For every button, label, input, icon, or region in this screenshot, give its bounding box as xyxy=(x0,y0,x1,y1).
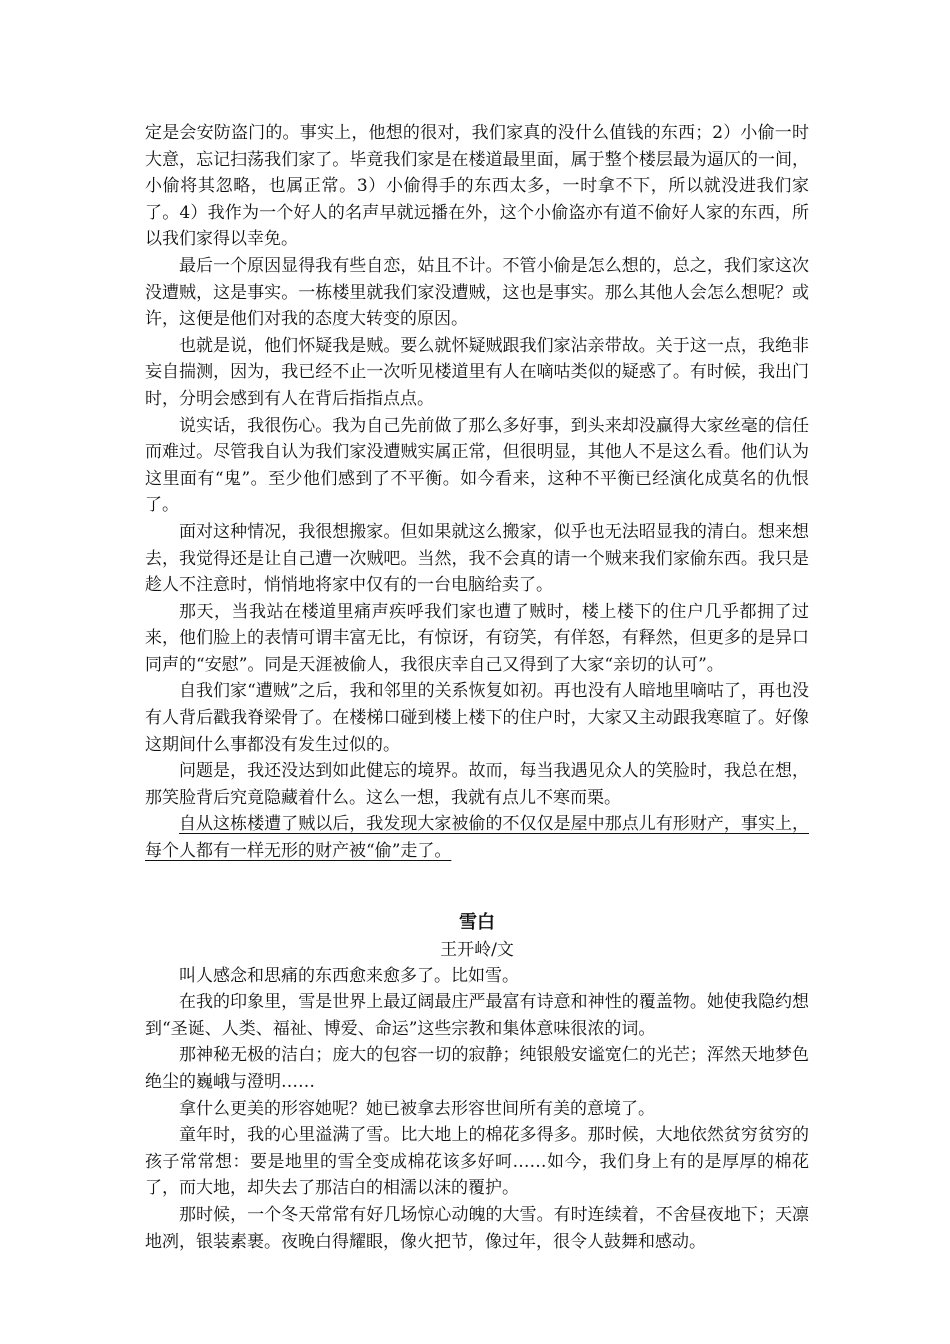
article1-paragraph: 定是会安防盗门的。事实上，他想的很对，我们家真的没什么值钱的东西；2）小偷一时大意，忘记扫荡我们家了。毕竟我们家是在楼道最里面，属于整个楼层最为逼仄的一间，小偷将其忽略，也属正常。3）小偷得手的东西太多，一时拿不下，所以就没进我们家了。4）我作为一个好人的名声早就远播在外，这个小偷盗亦有道不偷好人家的东西，所以我们家得以幸免。 xyxy=(145,123,809,250)
article2-paragraph: 那时候，一个冬天常常有好几场惊心动魄的大雪。有时连续着，不舍昼夜地下；天凛地冽，银装素裹。夜晚白得耀眼，像火把节，像过年，很令人鼓舞和感动。 xyxy=(145,1204,809,1252)
article2-paragraph: 童年时，我的心里溢满了雪。比大地上的棉花多得多。那时候，大地依然贫穷贫穷的孩子常常想：要是地里的雪全变成棉花该多好呵……如今，我们身上有的是厚厚的棉花了，而大地，却失去了那洁白的相濡以沫的覆护。 xyxy=(145,1125,809,1199)
article2-byline: 王开岭/文 xyxy=(440,939,514,960)
article1-paragraph: 最后一个原因显得我有些自恋，姑且不计。不管小偷是怎么想的，总之，我们家这次没遭贼，这是事实。一栋楼里就我们家没遭贼，这也是事实。那么其他人会怎么想呢？或许，这便是他们对我的态度大转变的原因。 xyxy=(145,255,809,330)
article2-paragraph: 拿什么更美的形容她呢？她已被拿去形容世间所有美的意境了。 xyxy=(179,1098,655,1119)
article2-paragraph: 那神秘无极的洁白；庞大的包容一切的寂静；纯银般安谧宽仁的光芒；浑然天地梦色绝尘的巍峨与澄明…… xyxy=(145,1045,809,1092)
article1-paragraph: 自我们家“遭贼”之后，我和邻里的关系恢复如初。再也没有人暗地里嘀咕了，再也没有人背后戳我脊梁骨了。在楼梯口碰到楼上楼下的住户时，大家又主动跟我寒暄了。好像这期间什么事都没有发生过似的。 xyxy=(145,681,809,755)
article1-paragraph: 那天，当我站在楼道里痛声疾呼我们家也遭了贼时，楼上楼下的住户几乎都拥了过来，他们脸上的表情可谓丰富无比，有惊讶，有窃笑，有佯怒，有释然，但更多的是异口同声的“安慰”。同是天涯被偷人，我很庆幸自己又得到了大家“亲切的认可”。 xyxy=(145,601,809,675)
article2-paragraph: 在我的印象里，雪是世界上最辽阔最庄严最富有诗意和神性的覆盖物。她使我隐约想到“圣诞、人类、福祉、博爱、命运”这些宗教和集体意味很浓的词。 xyxy=(145,992,809,1039)
article1-paragraph: 面对这种情况，我很想搬家。但如果就这么搬家，似乎也无法昭显我的清白。想来想去，我觉得还是让自己遭一次贼吧。当然，我不会真的请一个贼来我们家偷东西。我只是趁人不注意时，悄悄地将家中仅有的一台电脑给卖了。 xyxy=(145,521,809,596)
section-spacer xyxy=(145,865,809,909)
article1-paragraph: 问题是，我还没达到如此健忘的境界。故而，每当我遇见众人的笑脸时，我总在想，那笑脸背后究竟隐藏着什么。这么一想，我就有点儿不寒而栗。 xyxy=(145,761,809,808)
article2-paragraph: 叫人感念和思痛的东西愈来愈多了。比如雪。 xyxy=(179,965,519,986)
article1-paragraph: 也就是说，他们怀疑我是贼。要么就怀疑贼跟我们家沾亲带故。关于这一点，我绝非妄自揣测，因为，我已经不止一次听见楼道里有人在嘀咕类似的疑惑了。有时候，我出门时，分明会感到有人在背后指指点点。 xyxy=(145,335,809,409)
article2-title: 雪白 xyxy=(459,911,495,933)
article1-closing-paragraph: 自从这栋楼遭了贼以后，我发现大家被偷的不仅仅是屋中那点儿有形财产，事实上，每个人都有一样无形的财产被“偷”走了。 xyxy=(145,814,809,862)
article1-paragraph: 说实话，我很伤心。我为自己先前做了那么多好事，到头来却没赢得大家丝毫的信任而难过。尽管我自认为我们家没遭贼实属正常，但很明显，其他人不是这么看。他们认为这里面有“鬼”。至少他们感到了不平衡。如今看来，这种不平衡已经演化成莫名的仇恨了。 xyxy=(145,415,809,516)
document-page xyxy=(145,120,809,1255)
